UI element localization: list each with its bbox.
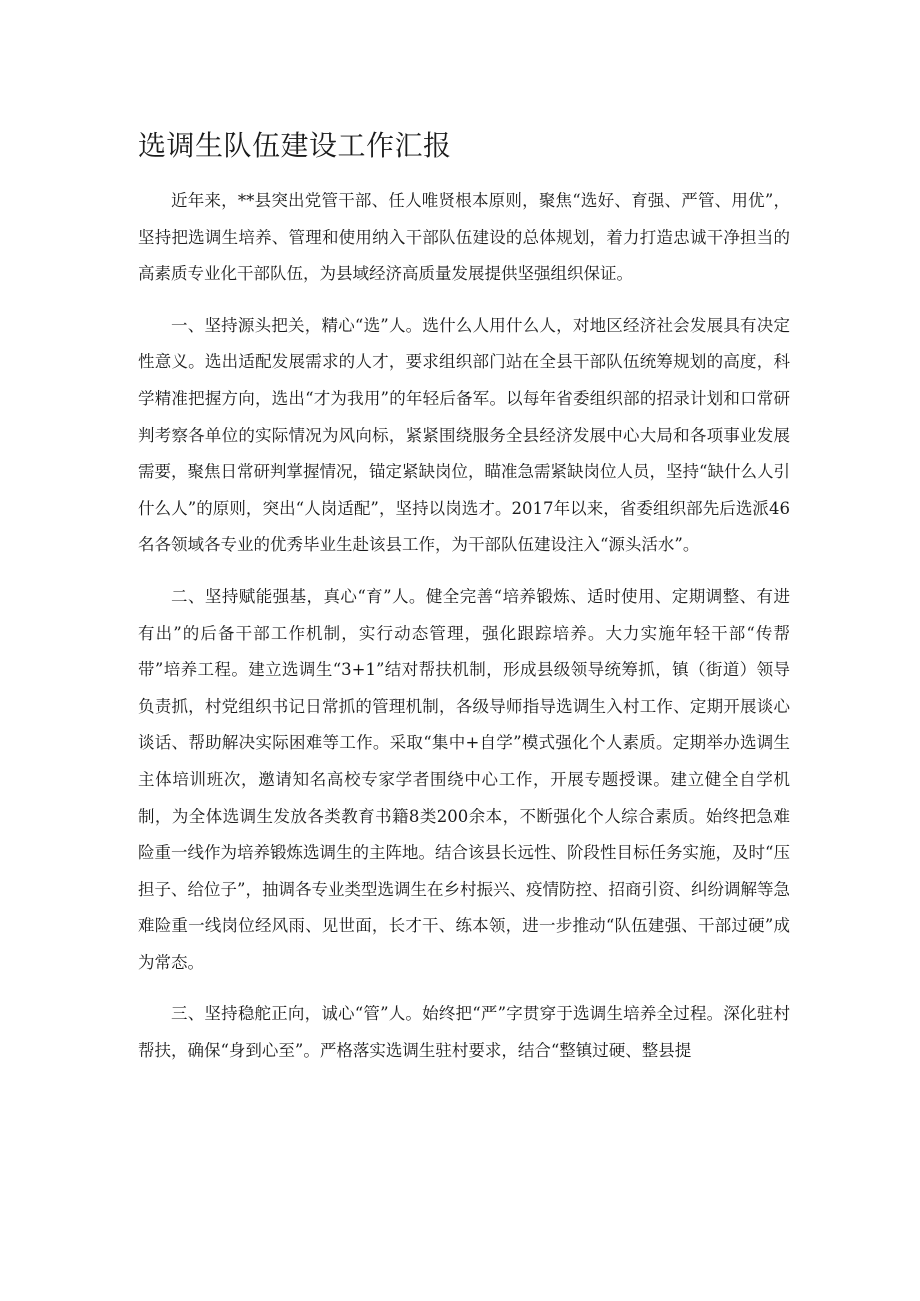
document-title: 选调生队伍建设工作汇报 bbox=[138, 129, 452, 162]
paragraph-intro: 近年来，**县突出党管干部、任人唯贤根本原则，聚焦“选好、育强、严管、用优”，坚持把选调生培养、管理和使用纳入干部队伍建设的总体规划，着力打造忠诚干净担当的高素质专业化干部队伍，为县域经济高质量发展提供坚强组织保证。 bbox=[138, 191, 790, 284]
document-body bbox=[138, 183, 790, 1085]
paragraph-section-3: 三、坚持稳舵正向，诚心“管”人。始终把“严”字贯穿于选调生培养全过程。深化驻村帮扶，确保“身到心至”。严格落实选调生驻村要求，结合“整镇过硬、整县提 bbox=[138, 1004, 790, 1061]
paragraph-section-1: 一、坚持源头把关，精心“选”人。选什么人用什么人，对地区经济社会发展具有决定性意义。选出适配发展需求的人才，要求组织部门站在全县干部队伍统筹规划的高度，科学精准把握方向，选出“才为我用”的年轻后备军。以每年省委组织部的招录计划和口常研判考察各单位的实际情况为风向标，紧紧围绕服务全县经济发展中心大局和各项事业发展需要，聚焦日常研判掌握情况，锚定紧缺岗位，瞄准急需紧缺岗位人员，坚持“缺什么人引什么人”的原则，突出“人岗适配”，坚持以岗选才。2017年以来，省委组织部先后选派46名各领域各专业的优秀毕业生赴该县工作，为干部队伍建设注入“源头活水”。 bbox=[138, 315, 790, 555]
paragraph-section-2: 二、坚持赋能强基，真心“育”人。健全完善“培养锻炼、适时使用、定期调整、有进有出”的后备干部工作机制，实行动态管理，强化跟踪培养。大力实施年轻干部“传帮带”培养工程。建立选调生“3+1”结对帮扶机制，形成县级领导统筹抓，镇（街道）领导负责抓，村党组织书记日常抓的管理机制，各级导师指导选调生入村工作、定期开展谈心谈话、帮助解决实际困难等工作。采取“集中+自学”模式强化个人素质。定期举办选调生主体培训班次，邀请知名高校专家学者围绕中心工作，开展专题授课。建立健全自学机制，为全体选调生发放各类教育书籍8类200余本，不断强化个人综合素质。始终把急难险重一线作为培养锻炼选调生的主阵地。结合该县长远性、阶段性目标任务实施，及时“压担子、给位子”，抽调各专业类型选调生在乡村振兴、疫情防控、招商引资、纠纷调解等急难险重一线岗位经风雨、见世面，长才干、练本领，进一步推动“队伍建强、干部过硬”成为常态。 bbox=[138, 586, 790, 972]
